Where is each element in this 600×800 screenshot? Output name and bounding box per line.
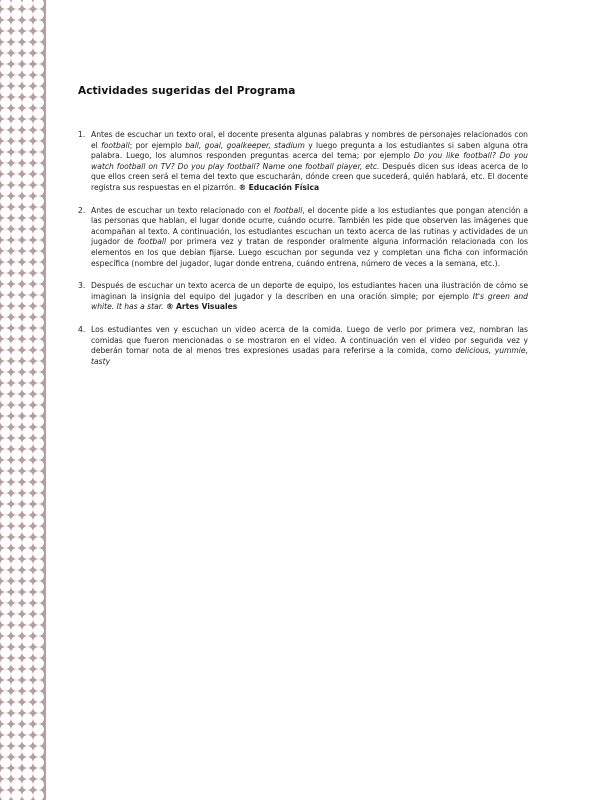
activity-emphasis: football <box>101 140 130 150</box>
activity-emphasis: football <box>137 237 167 247</box>
activity-item-1 <box>78 130 528 194</box>
activity-emphasis: It's green and white. It has a star. <box>91 291 528 312</box>
activity-text: Después dicen sus ideas acerca de lo que ellos creen será el tema del texto que escucharán, dónde creen que sucederá, quién hablará, etc. El docente registra sus respuestas en el pizarrón. <box>91 161 528 192</box>
decorative-border-edge <box>44 0 46 800</box>
subject-link-icon: ® <box>166 302 174 312</box>
activity-emphasis: ball, goal, goalkeeper, stadium <box>185 140 305 150</box>
activity-number: 1. <box>78 130 86 139</box>
activity-text: Antes de escuchar un texto oral, el docente presenta algunas palabras y nombres de personajes relacionados con el <box>91 130 528 150</box>
activity-item-3 <box>78 281 528 313</box>
activity-text: , el docente pide a los estudiantes que pongan atención a las personas que hablan, el lugar donde ocurre, cuándo ocurre. También les pide que observen las imágenes que acompañan al texto. A continuación, los estudiantes escuchan un texto acerca de las rutinas y actividades de un jugador de <box>91 205 529 247</box>
activity-text: Después de escuchar un texto acerca de un deporte de equipo, los estudiantes hacen una ilustración de cómo se imaginan la insignia del equipo del jugador y la describen en una oración simple; por ejemplo <box>91 281 528 301</box>
activity-number: 4. <box>78 324 86 334</box>
activity-item-4 <box>78 325 528 367</box>
decorative-dotted-border <box>0 0 44 800</box>
activity-text: Antes de escuchar un texto relacionado con el <box>91 205 274 215</box>
activity-emphasis: Do you like football? Do you watch football on TV? Do you play football? Name one football player, etc. <box>91 151 528 171</box>
subject-tag: Artes Visuales <box>176 302 238 312</box>
activity-item-2 <box>78 206 528 270</box>
activity-number: 2. <box>78 205 86 215</box>
activities-list <box>78 130 528 367</box>
subject-tag: Educación Física <box>248 182 320 192</box>
page-title: Actividades sugeridas del Programa <box>78 85 296 97</box>
activity-emphasis: football <box>273 205 303 215</box>
activity-text: por primera vez y tratan de responder oralmente alguna información relacionada con los elementos en los que debían fijarse. Luego escuchan por segunda vez y completan una ficha con información específica (nombre del jugador, lugar donde entrena, cuándo entrena, número de veces a la semana, etc.). <box>91 237 528 268</box>
activity-text: ; por ejemplo <box>129 140 186 150</box>
activity-number: 3. <box>78 281 86 291</box>
activity-text: Los estudiantes ven y escuchan un video acerca de la comida. Luego de verlo por primera vez, nombran las comidas que fueron mencionadas o se mostraron en el video. A continuación ven el video por segunda vez y deberán tomar nota de al menos tres expresiones usadas para referirse a la comida, como <box>91 324 528 356</box>
activity-text: y luego pregunta a los estudiantes si saben alguna otra palabra. Luego, los alumnos responden preguntas acerca del tema; por ejemplo <box>91 140 529 161</box>
subject-link-icon: ® <box>238 182 247 192</box>
activity-emphasis: delicious, yummie, tasty <box>91 346 528 366</box>
